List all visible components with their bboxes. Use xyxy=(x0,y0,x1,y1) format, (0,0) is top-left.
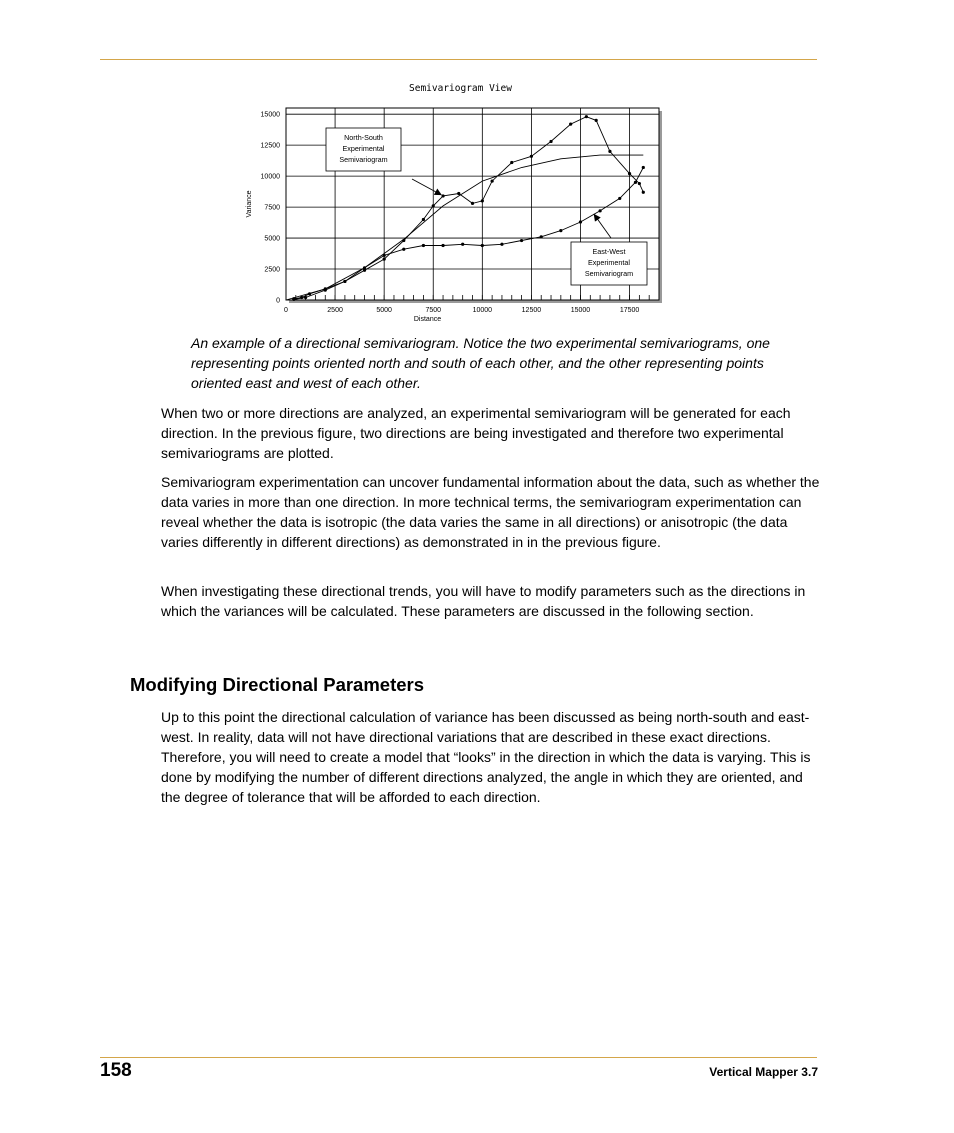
data-point xyxy=(422,218,425,221)
data-point xyxy=(628,172,631,175)
data-point xyxy=(383,258,386,261)
annotation-label: Experimental xyxy=(588,258,630,267)
y-tick-label: 0 xyxy=(276,297,280,305)
y-tick-label: 7500 xyxy=(264,204,280,212)
annotation-label: Experimental xyxy=(342,144,385,153)
x-tick-label: 0 xyxy=(284,307,288,314)
data-point xyxy=(457,192,460,195)
x-tick-label: 2500 xyxy=(327,307,343,314)
y-tick-label: 10000 xyxy=(260,173,280,181)
data-point xyxy=(530,155,533,158)
data-point xyxy=(634,181,637,184)
data-point xyxy=(595,119,598,122)
figure-caption: An example of a directional semivariogram. Notice the two experimental semivariograms, one representing points oriented north and south of each other, and the other representing points oriented east and west of each other. xyxy=(191,335,770,391)
data-point xyxy=(599,209,602,212)
data-point xyxy=(569,123,572,126)
x-tick-label: 7500 xyxy=(425,307,442,314)
data-point xyxy=(441,244,444,247)
paragraph-modifying: Up to this point the directional calculation of variance has been discussed as being north-south and east-west. In reality, data will not have directional variations that are described in these exact directions. Therefore, you will need to create a model that “looks” in the direction in which the data is varying. This is done by modifying the number of different directions analyzed, the angle in which they are oriented, and the degree of tolerance that will be afforded to each direction. xyxy=(161,709,811,805)
data-point xyxy=(471,202,474,205)
data-point xyxy=(304,296,307,299)
data-point xyxy=(579,220,582,223)
x-tick-label: 17500 xyxy=(619,307,640,314)
data-point xyxy=(608,150,611,153)
data-point xyxy=(642,191,645,194)
y-tick-label: 15000 xyxy=(260,111,280,119)
x-tick-label: 12500 xyxy=(521,307,542,314)
data-point xyxy=(441,194,444,197)
data-point xyxy=(481,244,484,247)
data-point xyxy=(491,179,494,182)
x-axis-label: Distance xyxy=(413,316,442,323)
data-point xyxy=(585,115,588,118)
data-point xyxy=(402,248,405,251)
header-rule xyxy=(100,59,817,60)
page-number: 158 xyxy=(100,1060,132,1081)
semivariogram-chart xyxy=(240,78,670,330)
section-heading: Modifying Directional Parameters xyxy=(130,674,425,695)
data-point xyxy=(549,140,552,143)
data-point xyxy=(432,204,435,207)
footer-title: Vertical Mapper 3.7 xyxy=(709,1065,818,1079)
data-point xyxy=(422,244,425,247)
data-point xyxy=(642,166,645,169)
data-point xyxy=(559,229,562,232)
data-point xyxy=(638,182,641,185)
paragraph-experimentation: Semivariogram experimentation can uncover fundamental information about the data, such as whether the data varies in more than one direction. In more technical terms, the semivariogram experimentation can reveal whether the data is isotropic (the data varies the same in all directions) or anisotropic (the data varies differently in different directions) as demonstrated in in the previous figure. xyxy=(161,474,820,550)
data-point xyxy=(540,235,543,238)
y-axis-label: Variance xyxy=(246,190,253,218)
annotation-label: North-South xyxy=(344,133,383,142)
paragraph-directions: When two or more directions are analyzed, an experimental semivariogram will be generated for each direction. In the previous figure, two directions are being investigated and therefore two experimental semivariograms are plotted. xyxy=(161,405,791,461)
annotation-label: Semivariogram xyxy=(339,155,388,164)
x-tick-label: 15000 xyxy=(570,307,591,314)
annotation-label: Semivariogram xyxy=(584,269,634,278)
footer-rule xyxy=(100,1057,817,1058)
y-tick-label: 2500 xyxy=(264,266,280,274)
data-point xyxy=(618,197,621,200)
chart-title: Semivariogram View xyxy=(409,83,512,94)
data-point xyxy=(510,161,513,164)
data-point xyxy=(343,280,346,283)
x-tick-label: 5000 xyxy=(376,307,392,314)
data-point xyxy=(461,243,464,246)
paragraph-trends: When investigating these directional trends, you will have to modify parameters such as the directions in which the variances will be calculated. These parameters are discussed in the following section. xyxy=(161,583,806,619)
data-point xyxy=(520,239,523,242)
data-point xyxy=(481,199,484,202)
x-tick-label: 10000 xyxy=(472,307,493,314)
annotation-label: East-West xyxy=(592,247,626,256)
data-point xyxy=(500,243,503,246)
y-tick-label: 12500 xyxy=(260,142,280,150)
y-tick-label: 5000 xyxy=(264,235,280,243)
